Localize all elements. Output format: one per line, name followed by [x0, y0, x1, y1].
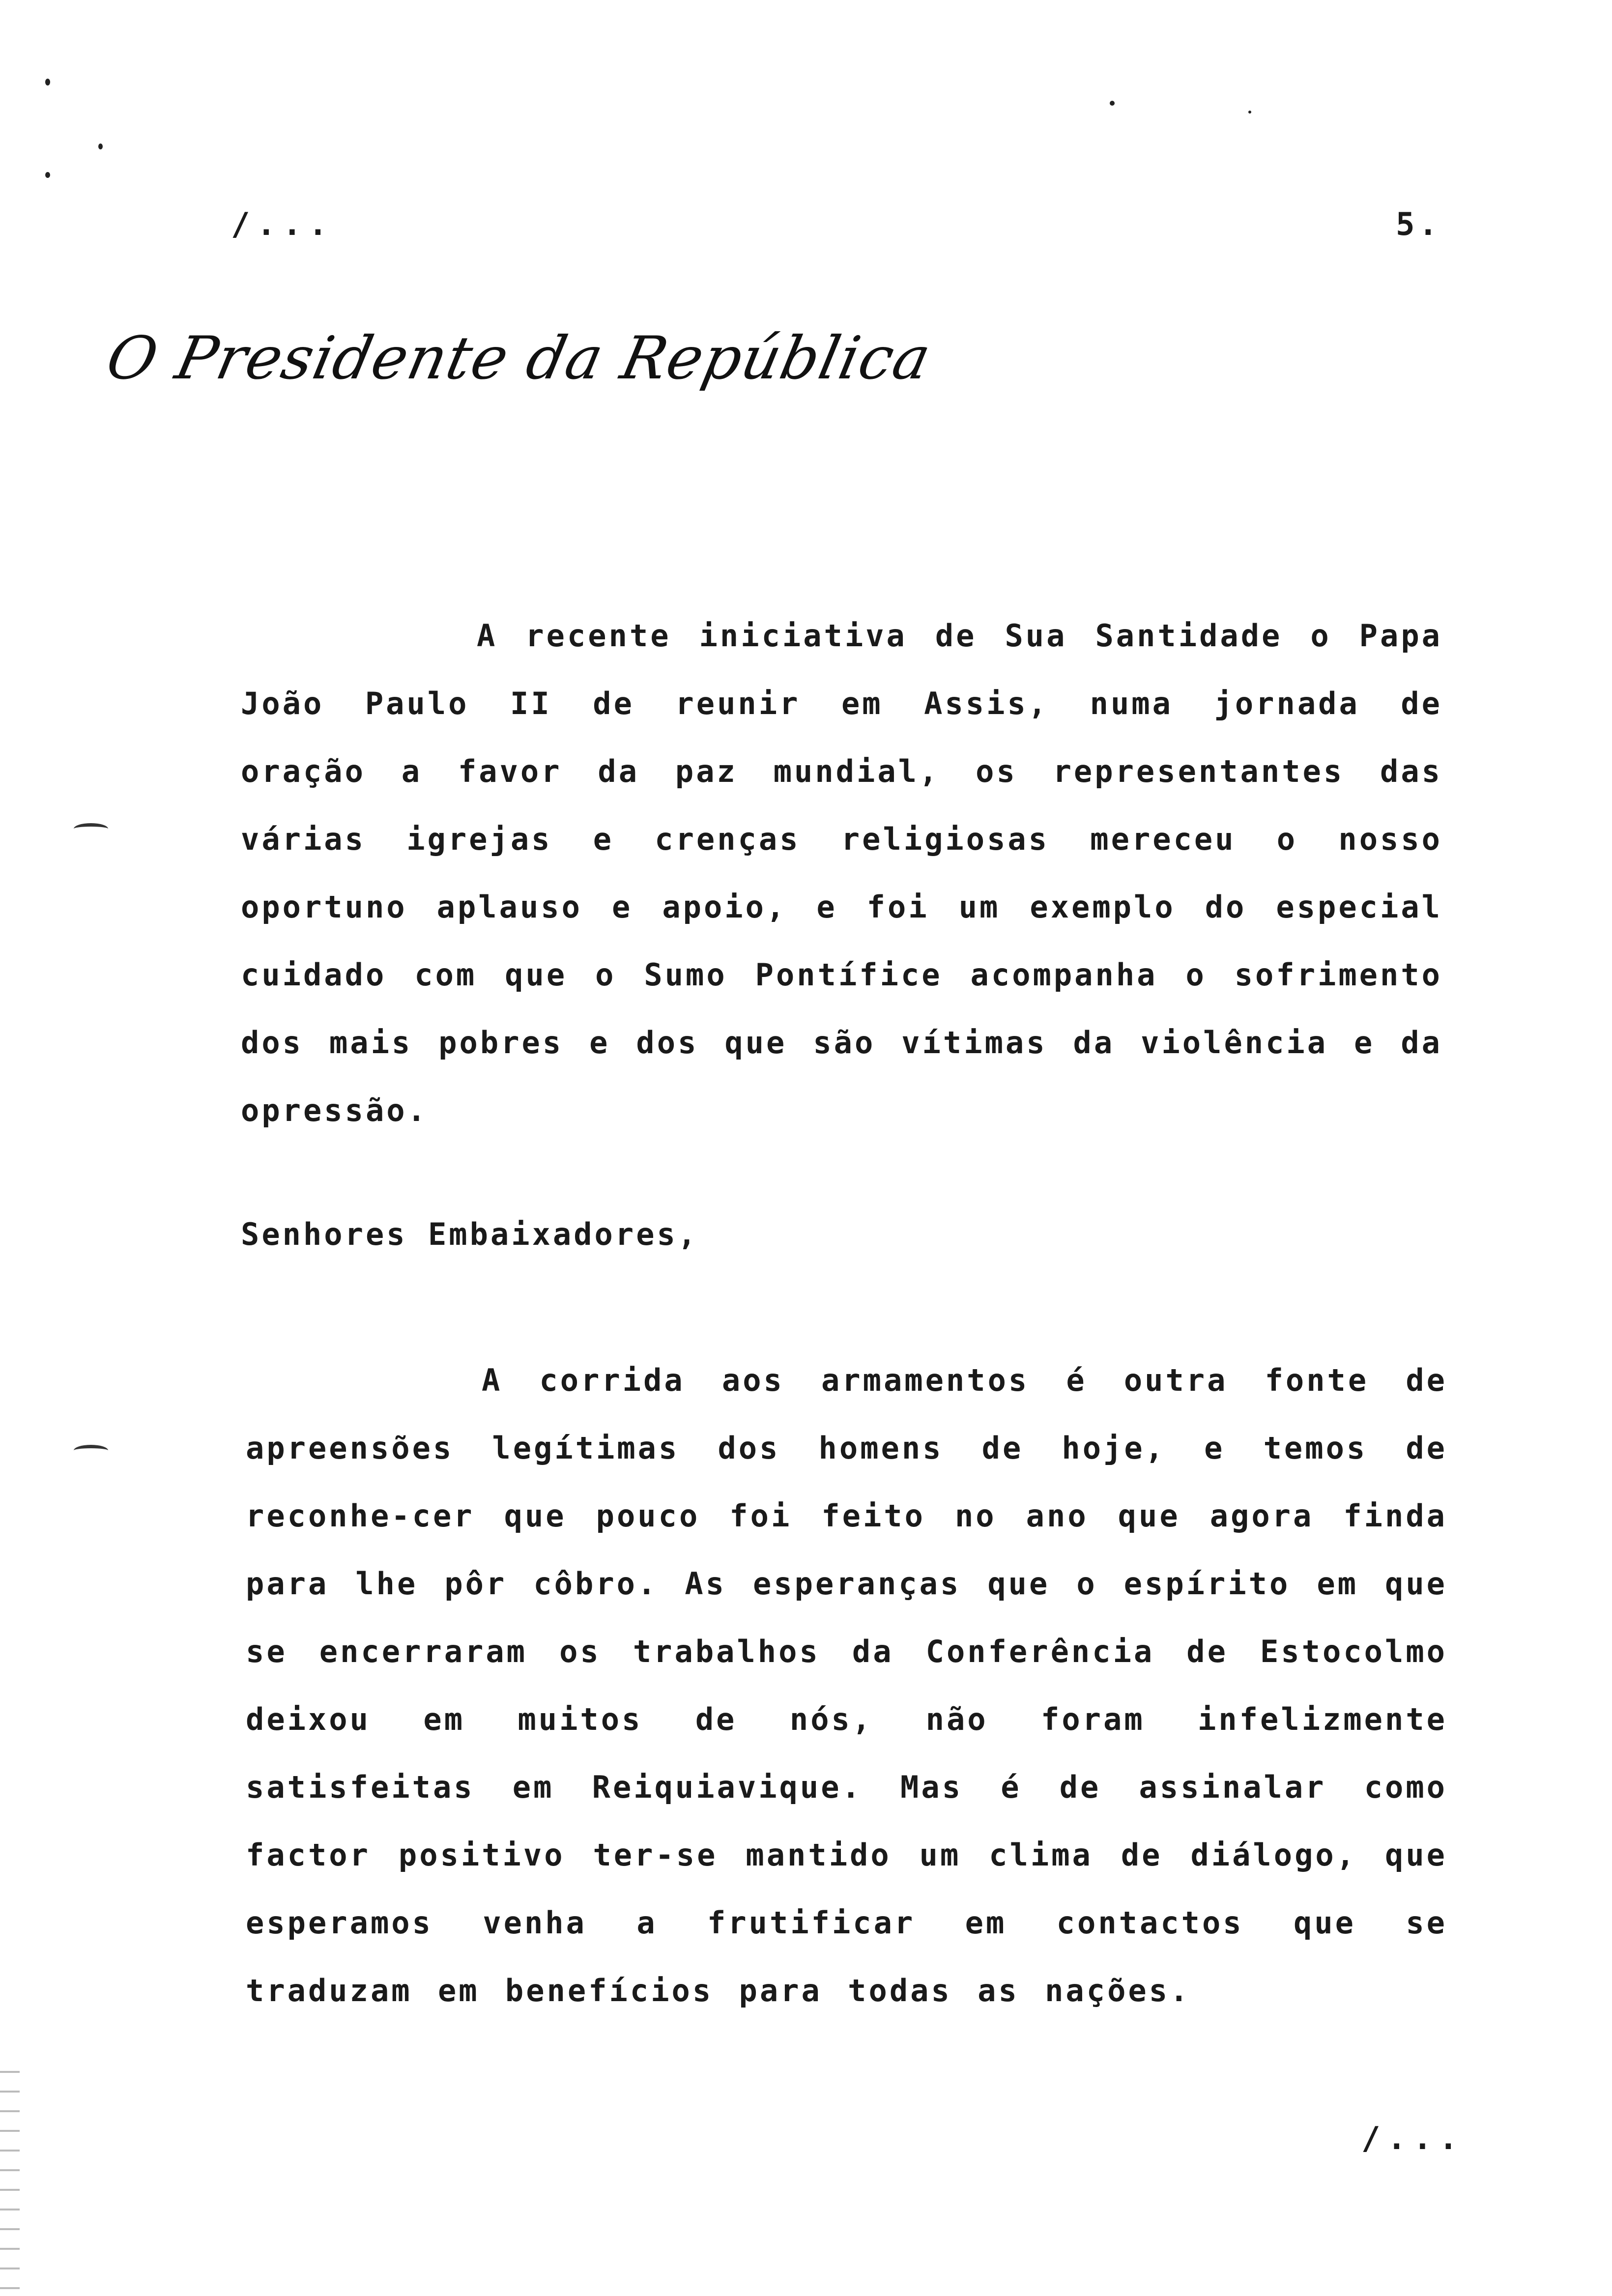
- scan-speck: [1248, 111, 1251, 114]
- punch-hole-mark: [74, 823, 108, 834]
- scan-speck: [45, 79, 50, 86]
- paragraph: A corrida aos armamentos é outra fonte de apreensões legítimas dos homens de hoje, e temos de reconhe-cer que pouco foi feito no ano que agora finda para lhe pôr côbro. As esperanças que o espírito em que se encerraram os trabalhos da Conferência de Estocolmo deixou em muitos de nós, não foram infelizmente satisfeitas em Reiquiavique. Mas é de assinalar como factor positivo ter-se mantido um clima de diálogo, que esperamos venha a frutificar em contactos que se traduzam em benefícios para todas as nações.: [246, 1362, 1447, 2009]
- letterhead-logo: O Presidente da República: [101, 324, 937, 393]
- scan-speck: [1110, 101, 1115, 106]
- salutation: Senhores Embaixadores,: [241, 1216, 699, 1252]
- scan-edge-noise: [0, 2064, 20, 2295]
- continuation-mark-bottom: /...: [1361, 2121, 1465, 2157]
- page-number: 5.: [1396, 206, 1442, 243]
- continuation-mark-top: /...: [231, 206, 335, 243]
- paragraph: A recente iniciativa de Sua Santidade o Papa João Paulo II de reunir em Assis, numa jornada de oração a favor da paz mundial, os representantes das várias igrejas e crenças religiosas mereceu o nosso oportuno aplauso e apoio, e foi um exemplo do especial cuidado com que o Sumo Pontífice acompanha o sofrimento dos mais pobres e dos que são vítimas da violência e da opressão.: [241, 618, 1442, 1128]
- punch-hole-mark: [74, 1445, 108, 1456]
- scan-speck: [45, 172, 50, 178]
- scan-speck: [98, 144, 103, 149]
